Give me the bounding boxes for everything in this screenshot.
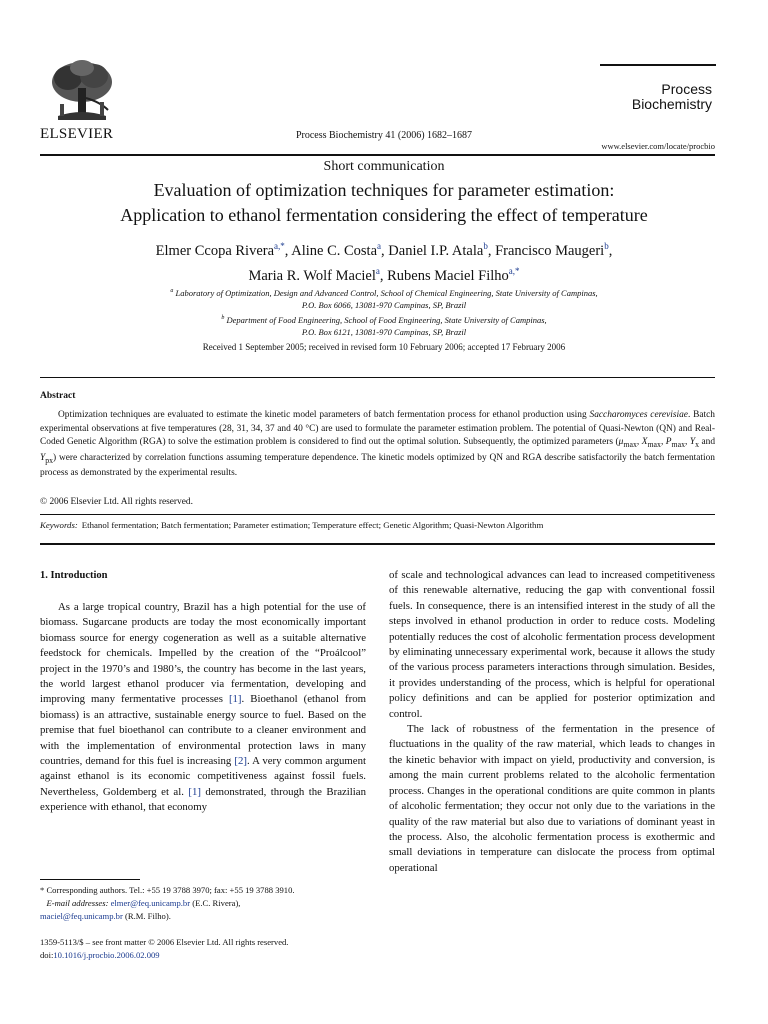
body-column-left bbox=[40, 600, 366, 816]
brand-rule bbox=[600, 64, 716, 66]
email-line: E-mail addresses: elmer@feq.unicamp.br (E.C. Rivera), bbox=[46, 898, 241, 908]
paragraph: of scale and technological advances can lead to increased competitiveness of this renewable alternative, reducing the gap with conventional fossil fuels. In consequence, there is an intensified interest in the study of all the steps involved in ethanol production in order to reduce costs. Modeling potentially reduces the cost of alcoholic fermentation process development by eliminating unnecessary experimental work, because it allows the study of the various process parameters interactions through simulation. Besides, it provides understanding of the process, which is helpful for operational policy definitions and can be applied for posterior optimization and control. bbox=[389, 569, 715, 720]
author-affil-mark[interactable]: a,* bbox=[508, 265, 520, 276]
corresponding-authors: * Corresponding authors. Tel.: +55 19 3788 3970; fax: +55 19 3788 3910. bbox=[40, 885, 295, 895]
affiliation-b-line-1: $^b$ Department of Food Engineering, School of Food Engineering, State University of Campinas, bbox=[221, 314, 547, 325]
email-line: maciel@feq.unicamp.br (R.M. Filho). bbox=[40, 911, 171, 921]
journal-url[interactable]: www.elsevier.com/locate/procbio bbox=[601, 141, 715, 151]
citation-link[interactable]: [2] bbox=[234, 755, 247, 768]
doi-link[interactable]: 10.1016/j.procbio.2006.02.009 bbox=[53, 950, 160, 960]
abstract-top-rule bbox=[40, 377, 715, 378]
footnote-rule bbox=[40, 879, 140, 880]
elsevier-logo bbox=[38, 58, 124, 124]
article-type: Short communication bbox=[323, 159, 445, 174]
article-title bbox=[0, 178, 768, 228]
citation-link[interactable]: [1] bbox=[188, 785, 201, 798]
author-name: Francisco Maugeri bbox=[495, 242, 605, 259]
affiliation-a-line-1: $^a$ Laboratory of Optimization, Design and Advanced Control, School of Chemical Engineering, State University of Campinas, bbox=[170, 287, 598, 298]
affiliation-a-line-2: P.O. Box 6066, 13081-970 Campinas, SP, Brazil bbox=[301, 300, 467, 311]
publisher-name: ELSEVIER bbox=[40, 126, 114, 142]
keywords-rule bbox=[40, 514, 715, 515]
author-list bbox=[0, 236, 768, 286]
journal-reference: Process Biochemistry 41 (2006) 1682–1687 bbox=[295, 130, 473, 141]
body-column-right bbox=[389, 568, 715, 876]
paragraph: As a large tropical country, Brazil has a high potential for the use of biomass. Sugarcane products are today the most economically important biomass source for energy cogeneration as well as a suitable alternative feedstock for chemicals. Impelled by the creation of the “Proálcool” project in the 1970’s and 1980’s, the country has become in the last years, the world largest ethanol producer via fermentation, developing and improving many fermentative processes [1]. Bioethanol (ethanol from biomass) is an attractive, sustainable energy source to fuel. Based on the premise that fuel bioethanol can contribute to a cleaner environment and with the implementation of environmental protection laws in many countries, demand for this fuel is increasing [2]. A very common argument against ethanol is its economic competitiveness against fossil fuels. Nevertheless, Goldemberg et al. [1] demonstrated, through the Brazilian experience with ethanol, that economy bbox=[40, 601, 366, 814]
keywords bbox=[40, 520, 543, 530]
author-name: Rubens Maciel Filho bbox=[387, 267, 509, 284]
section-heading: 1. Introduction bbox=[40, 570, 108, 581]
brand-line-2: Biochemistry bbox=[631, 96, 712, 112]
citation-link[interactable]: [1] bbox=[228, 693, 242, 706]
received-dates: Received 1 September 2005; received in revised form 10 February 2006; accepted 17 February 2006 bbox=[202, 342, 566, 352]
journal-brand bbox=[560, 82, 712, 112]
author-name: Elmer Ccopa Rivera bbox=[155, 242, 275, 259]
abstract-text: Optimization techniques are evaluated to estimate the kinetic model parameters of batch fermentation process for ethanol production using Saccharomyces cerevisiae. Batch experimental observations at five temperatures (28, 31, 34, 37 and 40 °C) are used to formulate the parameter estimation problem. The potential of Quasi-Newton (QN) and Real-Coded Genetic Algorithm (RGA) to solve the estimation problem is considered to find out the optimal solution. Subsequently, the optimized parameters ($\mu_{max}$, $X_{max}$, $P_{max}$, $Y_x$ and $Y_{px}$) were characterized by correlation functions assuming temperature dependence. The kinetic models optimized by QN and RGA describe satisfactorily the batch fermentation process as demonstrated by the experimental results. bbox=[40, 410, 716, 479]
affiliations bbox=[0, 285, 768, 339]
keywords-text: Ethanol fermentation; Batch fermentation; Parameter estimation; Temperature effect; Genetic Algorithm; Quasi-Newton Algorithm bbox=[81, 520, 544, 530]
author-affil-mark[interactable]: a bbox=[377, 241, 382, 251]
author-affil-mark[interactable]: b bbox=[483, 241, 488, 251]
author-affil-mark[interactable]: a,* bbox=[274, 241, 285, 251]
author-affil-mark[interactable]: b bbox=[604, 241, 609, 251]
body-top-rule bbox=[40, 543, 715, 545]
elsevier-tree-logo-icon bbox=[38, 58, 124, 124]
header-rule bbox=[40, 154, 715, 156]
paragraph: The lack of robustness of the fermentation in the presence of fluctuations in the quality of the raw material, which leads to changes in the kinetic behavior with impact on yield, productivity and conversion, is among the main current problems related to the alcoholic fermentation process. Changes in the operational conditions are quite common in plants of alcoholic fermentation; they occur not only due to the variations in the quality of the raw material but also due to variations of dominant yeast in the process. Also, the alcoholic fermentation process is exothermic and small deviations in temperature can dislocate the process from optimal operational bbox=[389, 723, 715, 874]
keywords-label: Keywords: bbox=[40, 520, 78, 530]
abstract-heading: Abstract bbox=[40, 391, 76, 401]
abstract-copyright: © 2006 Elsevier Ltd. All rights reserved. bbox=[40, 497, 193, 507]
affiliation-b-line-2: P.O. Box 6121, 13081-970 Campinas, SP, Brazil bbox=[301, 327, 467, 338]
author-affil-mark[interactable]: a bbox=[375, 265, 380, 276]
author-name: Daniel I.P. Atala bbox=[388, 242, 484, 259]
author-name: Aline C. Costa bbox=[291, 242, 378, 259]
author-name: Maria R. Wolf Maciel bbox=[248, 267, 376, 284]
email-link[interactable]: elmer@feq.unicamp.br bbox=[110, 898, 191, 908]
page-footer bbox=[40, 936, 288, 962]
authors-line-2: Maria R. Wolf Maciel$^a$, Rubens Maciel Filho$^{a,*}$ bbox=[248, 265, 520, 284]
organism-name: Saccharomyces cerevisiae bbox=[589, 410, 688, 420]
authors-line-1: Elmer Ccopa Rivera$^{a,*}$, Aline C. Costa$^a$, Daniel I.P. Atala$^b$, Francisco Maugeri$^b$, bbox=[155, 241, 613, 259]
title-line-2: Application to ethanol fermentation considering the effect of temperature bbox=[120, 205, 648, 225]
doi-line: doi:10.1016/j.procbio.2006.02.009 bbox=[40, 950, 160, 960]
brand-line-1: Process bbox=[661, 81, 712, 97]
issn-line: 1359-5113/$ – see front matter © 2006 Elsevier Ltd. All rights reserved. bbox=[40, 937, 289, 947]
title-line-1: Evaluation of optimization techniques for parameter estimation: bbox=[153, 180, 615, 200]
email-link[interactable]: maciel@feq.unicamp.br bbox=[40, 911, 123, 921]
footnote bbox=[40, 884, 370, 923]
